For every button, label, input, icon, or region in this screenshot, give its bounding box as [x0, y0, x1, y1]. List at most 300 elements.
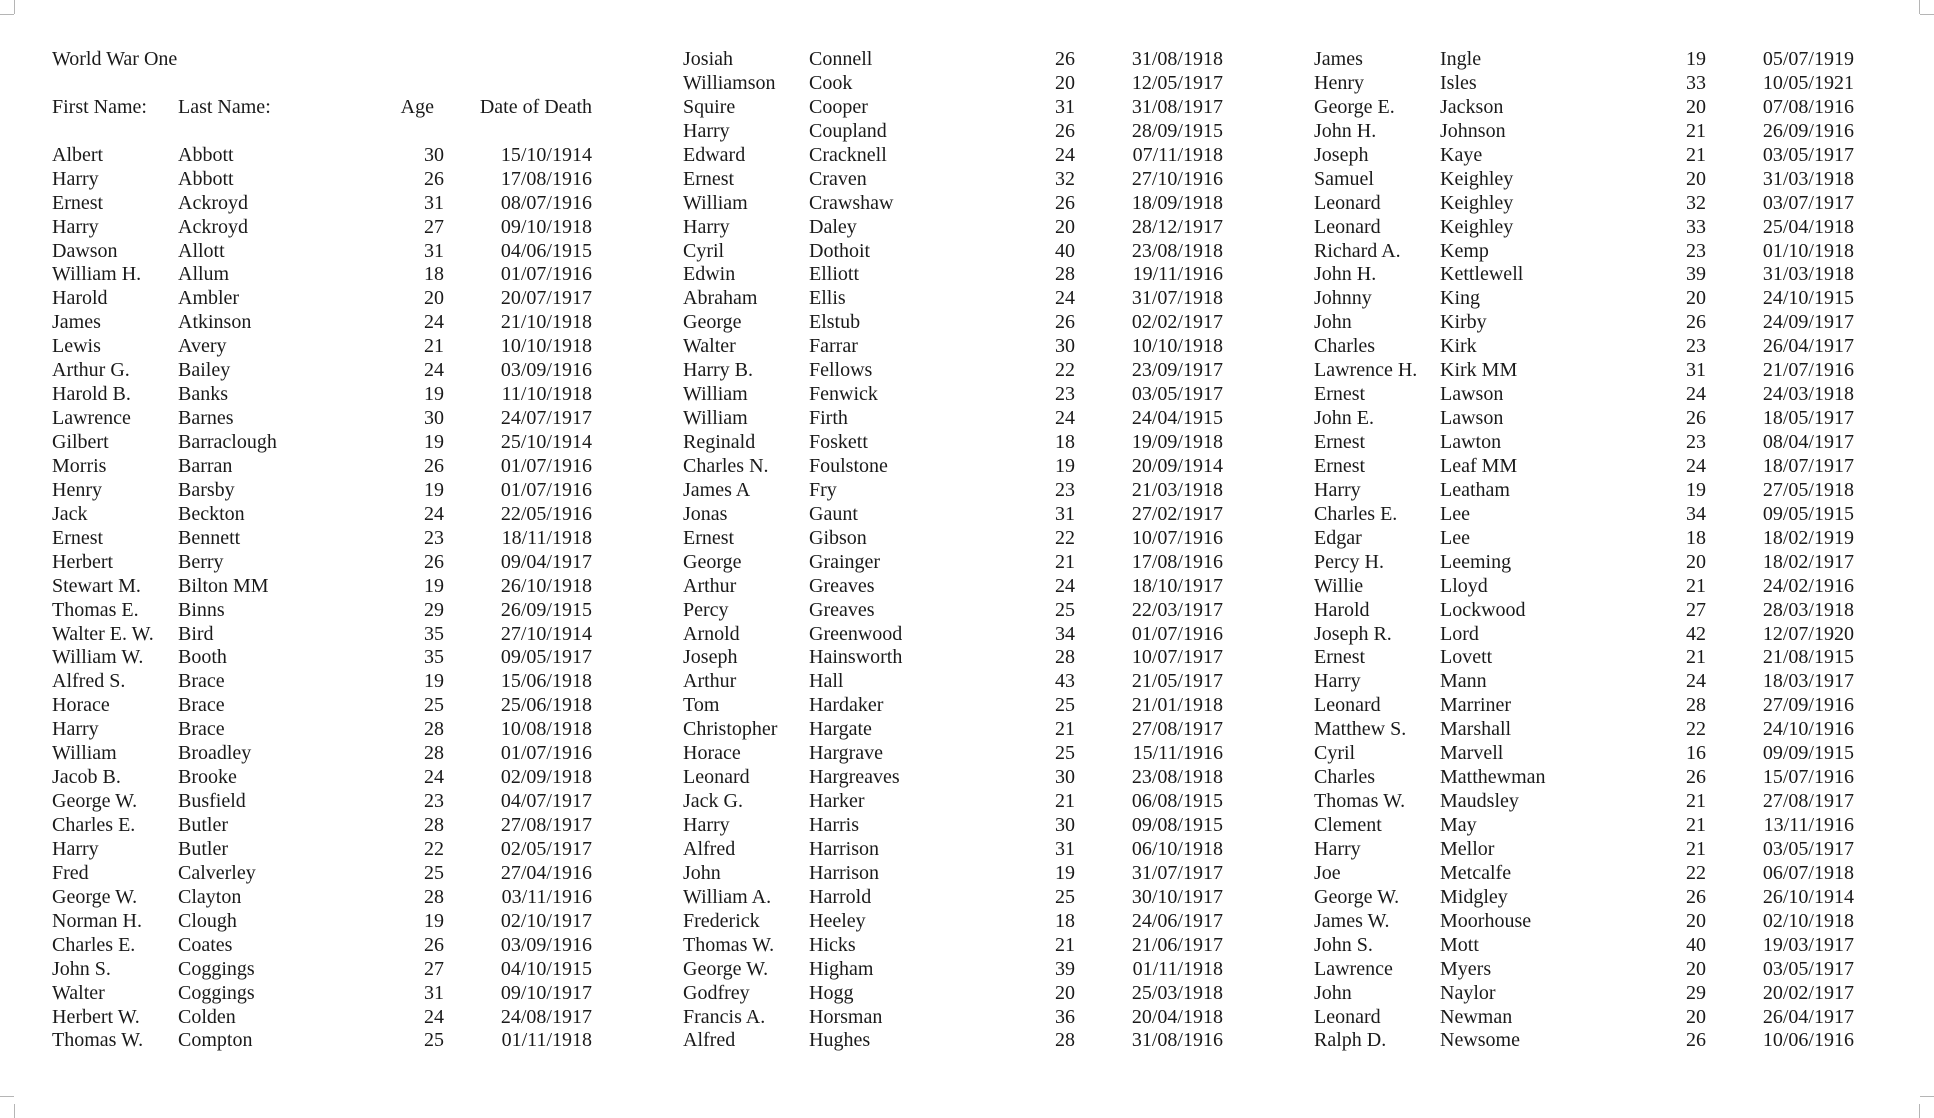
table-row	[683, 790, 1223, 814]
table-row	[52, 192, 592, 216]
age-cell: 19	[424, 431, 444, 453]
first-name-cell: Arthur	[683, 670, 737, 693]
table-row	[52, 838, 592, 862]
date-of-death-cell: 23/08/1918	[1131, 766, 1223, 789]
table-row	[1314, 575, 1854, 599]
date-of-death-cell: 27/05/1918	[1762, 478, 1854, 501]
first-name-cell: Arnold	[683, 622, 740, 645]
table-row	[683, 287, 1223, 311]
date-of-death-cell: 10/08/1918	[500, 718, 592, 741]
date-of-death-cell: 27/02/1917	[1131, 502, 1223, 525]
first-name-cell: John S.	[1314, 933, 1373, 956]
date-of-death-cell: 09/10/1918	[500, 215, 592, 238]
first-name-cell: Horace	[52, 694, 110, 717]
table-row	[52, 862, 592, 886]
table-row	[683, 455, 1223, 479]
age-cell: 33	[1686, 215, 1706, 238]
last-name-cell: Matthewman	[1440, 766, 1546, 789]
table-row	[1314, 599, 1854, 623]
date-of-death-cell: 10/10/1918	[1131, 335, 1223, 358]
last-name-cell: Harker	[809, 790, 865, 813]
last-name-cell: Johnson	[1440, 119, 1506, 142]
table-row	[52, 1029, 592, 1053]
first-name-cell: Joseph	[683, 646, 738, 669]
table-row	[52, 431, 592, 455]
age-cell: 21	[1686, 646, 1706, 669]
table-row	[683, 958, 1223, 982]
table-row	[52, 1006, 592, 1030]
first-name-cell: John	[683, 861, 721, 884]
first-name-cell: Matthew S.	[1314, 718, 1407, 741]
date-of-death-cell: 28/03/1918	[1762, 598, 1854, 621]
date-of-death-cell: 02/10/1918	[1762, 909, 1854, 932]
table-row	[52, 646, 592, 670]
last-name-cell: Atkinson	[178, 311, 252, 334]
date-of-death-cell: 09/04/1917	[500, 550, 592, 573]
first-name-cell: Ernest	[683, 167, 735, 190]
last-name-cell: Harrison	[809, 837, 879, 860]
table-row	[52, 407, 592, 431]
date-of-death-cell: 03/09/1916	[500, 933, 592, 956]
date-of-death-cell: 03/07/1917	[1762, 191, 1854, 214]
table-row	[1314, 623, 1854, 647]
last-name-cell: Coupland	[809, 119, 887, 142]
table-row	[1314, 335, 1854, 359]
age-cell: 30	[424, 407, 444, 430]
age-cell: 24	[424, 766, 444, 789]
first-name-cell: Henry	[52, 478, 102, 501]
first-name-cell: Tom	[683, 694, 720, 717]
table-row	[1314, 694, 1854, 718]
last-name-cell: Ingle	[1440, 48, 1482, 70]
date-of-death-cell: 24/08/1917	[500, 1005, 592, 1028]
last-name-cell: Marriner	[1440, 694, 1512, 717]
column-3	[1314, 48, 1854, 1053]
first-name-cell: Lawrence	[1314, 957, 1393, 980]
last-name-cell: Hughes	[809, 1029, 871, 1052]
last-name-cell: Ackroyd	[178, 215, 248, 238]
last-name-cell: Newsome	[1440, 1029, 1520, 1052]
date-of-death-cell: 01/07/1916	[500, 454, 592, 477]
age-cell: 28	[424, 814, 444, 836]
table-row	[52, 814, 592, 838]
date-of-death-cell: 26/04/1917	[1762, 335, 1854, 358]
age-cell: 30	[1055, 766, 1075, 789]
table-row	[1314, 551, 1854, 575]
first-name-cell: Ernest	[1314, 646, 1366, 669]
last-name-cell: Maudsley	[1440, 790, 1519, 813]
first-name-cell: James	[52, 311, 101, 334]
age-cell: 21	[1686, 790, 1706, 813]
table-row	[683, 694, 1223, 718]
first-name-cell: Dawson	[52, 239, 118, 262]
age-cell: 21	[1686, 837, 1706, 860]
last-name-cell: Clough	[178, 909, 237, 932]
table-row	[52, 982, 592, 1006]
age-cell: 24	[424, 311, 444, 334]
age-cell: 26	[424, 550, 444, 573]
first-name-cell: Ernest	[1314, 431, 1366, 453]
crop-mark-top-left-h	[0, 14, 14, 15]
first-name-cell: John S.	[52, 957, 111, 980]
age-cell: 24	[424, 1005, 444, 1028]
last-name-cell: Moorhouse	[1440, 909, 1532, 932]
first-name-cell: Charles	[1314, 766, 1376, 789]
date-of-death-cell: 02/09/1918	[500, 766, 592, 789]
age-cell: 20	[1686, 1005, 1706, 1028]
date-of-death-cell: 07/08/1916	[1762, 95, 1854, 118]
first-name-cell: William	[52, 742, 117, 765]
date-of-death-cell: 22/05/1916	[500, 502, 592, 525]
date-of-death-cell: 18/11/1918	[501, 526, 592, 549]
table-row	[683, 1029, 1223, 1053]
first-name-cell: Ernest	[52, 526, 104, 549]
date-of-death-cell: 15/10/1914	[500, 143, 592, 166]
date-of-death-cell: 31/07/1917	[1131, 861, 1223, 884]
first-name-cell: George E.	[1314, 95, 1395, 118]
table-row	[683, 48, 1223, 72]
date-of-death-cell: 06/07/1918	[1762, 861, 1854, 884]
first-name-cell: Harry	[1314, 478, 1361, 501]
date-of-death-cell: 09/09/1915	[1762, 742, 1854, 765]
table-row	[1314, 311, 1854, 335]
first-name-cell: Alfred S.	[52, 670, 126, 693]
date-of-death-cell: 31/08/1916	[1131, 1029, 1223, 1052]
date-of-death-cell: 21/01/1918	[1131, 694, 1223, 717]
table-row	[52, 359, 592, 383]
table-row	[52, 527, 592, 551]
age-cell: 21	[424, 335, 444, 358]
first-name-cell: Henry	[1314, 71, 1364, 94]
first-name-cell: Harry	[683, 215, 730, 238]
table-row	[683, 503, 1223, 527]
date-of-death-cell: 18/09/1918	[1131, 191, 1223, 214]
header-row	[52, 96, 592, 120]
last-name-cell: Bird	[178, 622, 214, 645]
spacer	[52, 120, 592, 144]
date-of-death-cell: 02/10/1917	[500, 909, 592, 932]
table-row	[1314, 120, 1854, 144]
age-cell: 25	[424, 861, 444, 884]
last-name-cell: Higham	[809, 957, 874, 980]
date-of-death-cell: 25/06/1918	[500, 694, 592, 717]
age-cell: 26	[1686, 885, 1706, 908]
age-cell: 25	[424, 694, 444, 717]
date-of-death-cell: 31/03/1918	[1762, 167, 1854, 190]
first-name-cell: Ernest	[52, 191, 104, 214]
table-row	[52, 383, 592, 407]
first-name-cell: George W.	[52, 790, 138, 813]
date-of-death-cell: 08/04/1917	[1762, 431, 1854, 453]
last-name-cell: Fellows	[809, 359, 873, 382]
first-name-cell: Horace	[683, 742, 741, 765]
date-of-death-cell: 20/04/1918	[1131, 1005, 1223, 1028]
column-1-rows	[52, 144, 592, 1054]
last-name-cell: Lawson	[1440, 383, 1504, 406]
date-of-death-cell: 04/06/1915	[500, 239, 592, 262]
date-of-death-cell: 21/10/1918	[500, 311, 592, 334]
age-cell: 29	[1686, 981, 1706, 1004]
last-name-cell: Banks	[178, 383, 228, 406]
last-name-cell: Busfield	[178, 790, 246, 813]
table-row	[52, 599, 592, 623]
last-name-cell: Abbott	[178, 167, 234, 190]
table-row	[1314, 1029, 1854, 1053]
age-cell: 20	[1055, 981, 1075, 1004]
date-of-death-cell: 27/08/1917	[500, 814, 592, 836]
age-cell: 36	[1055, 1005, 1075, 1028]
last-name-cell: Myers	[1440, 957, 1492, 980]
first-name-cell: Joseph	[1314, 143, 1369, 166]
date-of-death-cell: 31/08/1918	[1131, 48, 1223, 70]
age-cell: 28	[1055, 1029, 1075, 1052]
table-row	[1314, 886, 1854, 910]
age-cell: 27	[424, 215, 444, 238]
last-name-cell: Allum	[178, 263, 230, 286]
date-of-death-cell: 28/09/1915	[1131, 119, 1223, 142]
first-name-cell: Samuel	[1314, 167, 1374, 190]
spacer	[52, 72, 592, 96]
first-name-cell: Harry	[52, 215, 99, 238]
date-of-death-cell: 25/03/1918	[1131, 981, 1223, 1004]
last-name-cell: Keighley	[1440, 191, 1514, 214]
first-name-cell: William H.	[52, 263, 142, 286]
last-name-cell: Gibson	[809, 526, 867, 549]
date-of-death-cell: 03/09/1916	[500, 359, 592, 382]
first-name-cell: Arthur G.	[52, 359, 130, 382]
table-row	[52, 479, 592, 503]
date-of-death-cell: 26/10/1918	[500, 574, 592, 597]
table-row	[1314, 814, 1854, 838]
table-row	[52, 311, 592, 335]
table-row	[1314, 838, 1854, 862]
first-name-cell: Harry	[1314, 837, 1361, 860]
table-row	[1314, 910, 1854, 934]
first-name-cell: Thomas W.	[1314, 790, 1406, 813]
last-name-cell: Isles	[1440, 71, 1477, 94]
age-cell: 31	[1686, 359, 1706, 382]
age-cell: 31	[424, 981, 444, 1004]
date-of-death-cell: 31/03/1918	[1762, 263, 1854, 286]
date-of-death-cell: 10/07/1917	[1131, 646, 1223, 669]
age-cell: 20	[1686, 167, 1706, 190]
table-row	[1314, 742, 1854, 766]
first-name-cell: William	[683, 383, 748, 406]
table-row	[1314, 263, 1854, 287]
age-cell: 23	[424, 526, 444, 549]
last-name-cell: Hardaker	[809, 694, 884, 717]
first-name-cell: Clement	[1314, 814, 1382, 836]
last-name-cell: Lord	[1440, 622, 1479, 645]
first-name-cell: Ernest	[1314, 454, 1366, 477]
first-name-cell: Charles N.	[683, 454, 769, 477]
table-row	[683, 814, 1223, 838]
age-cell: 27	[424, 957, 444, 980]
age-cell: 28	[424, 718, 444, 741]
age-cell: 26	[424, 167, 444, 190]
last-name-cell: Hargreaves	[809, 766, 900, 789]
table-row	[1314, 431, 1854, 455]
age-cell: 33	[1686, 71, 1706, 94]
date-of-death-cell: 18/02/1919	[1762, 526, 1854, 549]
last-name-cell: Bilton MM	[178, 574, 269, 597]
table-row	[1314, 96, 1854, 120]
age-cell: 20	[1055, 215, 1075, 238]
column-3-rows	[1314, 48, 1854, 1053]
header-first-name: First Name:	[52, 95, 147, 118]
age-cell: 20	[1686, 550, 1706, 573]
age-cell: 22	[424, 837, 444, 860]
last-name-cell: Jackson	[1440, 95, 1504, 118]
last-name-cell: Foulstone	[809, 454, 888, 477]
age-cell: 25	[1055, 885, 1075, 908]
table-row	[1314, 790, 1854, 814]
table-row	[1314, 407, 1854, 431]
last-name-cell: Cooper	[809, 95, 868, 118]
table-row	[1314, 240, 1854, 264]
last-name-cell: Fenwick	[809, 383, 878, 406]
last-name-cell: Marshall	[1440, 718, 1512, 741]
date-of-death-cell: 25/04/1918	[1762, 215, 1854, 238]
last-name-cell: Cook	[809, 71, 853, 94]
table-row	[683, 335, 1223, 359]
table-row	[683, 551, 1223, 575]
table-row	[1314, 72, 1854, 96]
last-name-cell: Naylor	[1440, 981, 1496, 1004]
last-name-cell: Lockwood	[1440, 598, 1526, 621]
age-cell: 25	[1055, 694, 1075, 717]
table-row	[683, 96, 1223, 120]
table-row	[1314, 670, 1854, 694]
date-of-death-cell: 01/07/1916	[500, 478, 592, 501]
table-row	[52, 623, 592, 647]
age-cell: 26	[1686, 407, 1706, 430]
date-of-death-cell: 27/08/1917	[1762, 790, 1854, 813]
age-cell: 24	[1686, 670, 1706, 693]
date-of-death-cell: 10/06/1916	[1762, 1029, 1854, 1052]
date-of-death-cell: 19/09/1918	[1131, 431, 1223, 453]
age-cell: 19	[424, 574, 444, 597]
crop-mark-top-right-h	[1920, 14, 1934, 15]
table-row	[683, 623, 1223, 647]
date-of-death-cell: 21/05/1917	[1131, 670, 1223, 693]
first-name-cell: Thomas E.	[52, 598, 139, 621]
last-name-cell: Lee	[1440, 526, 1470, 549]
last-name-cell: Kettlewell	[1440, 263, 1524, 286]
table-row	[683, 670, 1223, 694]
table-row	[52, 910, 592, 934]
table-row	[1314, 287, 1854, 311]
crop-mark-top-left	[14, 0, 15, 14]
last-name-cell: Mott	[1440, 933, 1479, 956]
first-name-cell: John	[1314, 311, 1352, 334]
table-row	[52, 694, 592, 718]
age-cell: 19	[424, 670, 444, 693]
last-name-cell: Grainger	[809, 550, 881, 573]
first-name-cell: George	[683, 311, 742, 334]
first-name-cell: Harry	[52, 167, 99, 190]
last-name-cell: Harris	[809, 814, 859, 836]
table-row	[683, 383, 1223, 407]
age-cell: 19	[1055, 454, 1075, 477]
date-of-death-cell: 23/09/1917	[1131, 359, 1223, 382]
date-of-death-cell: 18/05/1917	[1762, 407, 1854, 430]
last-name-cell: King	[1440, 287, 1480, 310]
age-cell: 24	[1055, 407, 1075, 430]
first-name-cell: John E.	[1314, 407, 1374, 430]
last-name-cell: Broadley	[178, 742, 252, 765]
last-name-cell: Allott	[178, 239, 225, 262]
last-name-cell: Compton	[178, 1029, 253, 1052]
age-cell: 32	[1055, 167, 1075, 190]
age-cell: 30	[1055, 814, 1075, 836]
age-cell: 26	[424, 933, 444, 956]
last-name-cell: Binns	[178, 598, 225, 621]
table-row	[52, 718, 592, 742]
table-row	[52, 240, 592, 264]
age-cell: 35	[424, 646, 444, 669]
date-of-death-cell: 27/08/1917	[1131, 718, 1223, 741]
date-of-death-cell: 19/03/1917	[1762, 933, 1854, 956]
first-name-cell: Walter	[52, 981, 105, 1004]
date-of-death-cell: 01/07/1916	[500, 263, 592, 286]
table-row	[1314, 168, 1854, 192]
crop-mark-top-right	[1919, 0, 1920, 14]
date-of-death-cell: 10/07/1916	[1131, 526, 1223, 549]
table-row	[683, 192, 1223, 216]
last-name-cell: Greaves	[809, 574, 875, 597]
first-name-cell: John H.	[1314, 263, 1377, 286]
first-name-cell: Lawrence	[52, 407, 131, 430]
last-name-cell: Lovett	[1440, 646, 1493, 669]
last-name-cell: Abbott	[178, 143, 234, 166]
date-of-death-cell: 24/02/1916	[1762, 574, 1854, 597]
age-cell: 30	[424, 143, 444, 166]
crop-mark-bottom-left	[14, 1104, 15, 1118]
last-name-cell: Bennett	[178, 526, 241, 549]
last-name-cell: Barsby	[178, 478, 235, 501]
last-name-cell: Harrold	[809, 885, 872, 908]
last-name-cell: Hogg	[809, 981, 854, 1004]
age-cell: 21	[1055, 718, 1075, 741]
table-row	[52, 934, 592, 958]
table-row	[1314, 718, 1854, 742]
age-cell: 18	[1055, 431, 1075, 453]
date-of-death-cell: 11/10/1918	[501, 383, 592, 406]
age-cell: 26	[1686, 1029, 1706, 1052]
date-of-death-cell: 31/07/1918	[1131, 287, 1223, 310]
age-cell: 39	[1055, 957, 1075, 980]
age-cell: 24	[1055, 287, 1075, 310]
table-row	[52, 742, 592, 766]
last-name-cell: Harrison	[809, 861, 879, 884]
first-name-cell: Charles E.	[52, 933, 136, 956]
age-cell: 23	[1686, 239, 1706, 262]
last-name-cell: Lloyd	[1440, 574, 1488, 597]
first-name-cell: Willie	[1314, 574, 1364, 597]
date-of-death-cell: 24/10/1915	[1762, 287, 1854, 310]
first-name-cell: George W.	[683, 957, 769, 980]
age-cell: 19	[424, 478, 444, 501]
date-of-death-cell: 27/10/1916	[1131, 167, 1223, 190]
age-cell: 23	[1055, 383, 1075, 406]
last-name-cell: Hargrave	[809, 742, 884, 765]
first-name-cell: Jacob B.	[52, 766, 121, 789]
age-cell: 19	[424, 383, 444, 406]
table-row	[52, 263, 592, 287]
age-cell: 18	[1686, 526, 1706, 549]
date-of-death-cell: 17/08/1916	[1131, 550, 1223, 573]
